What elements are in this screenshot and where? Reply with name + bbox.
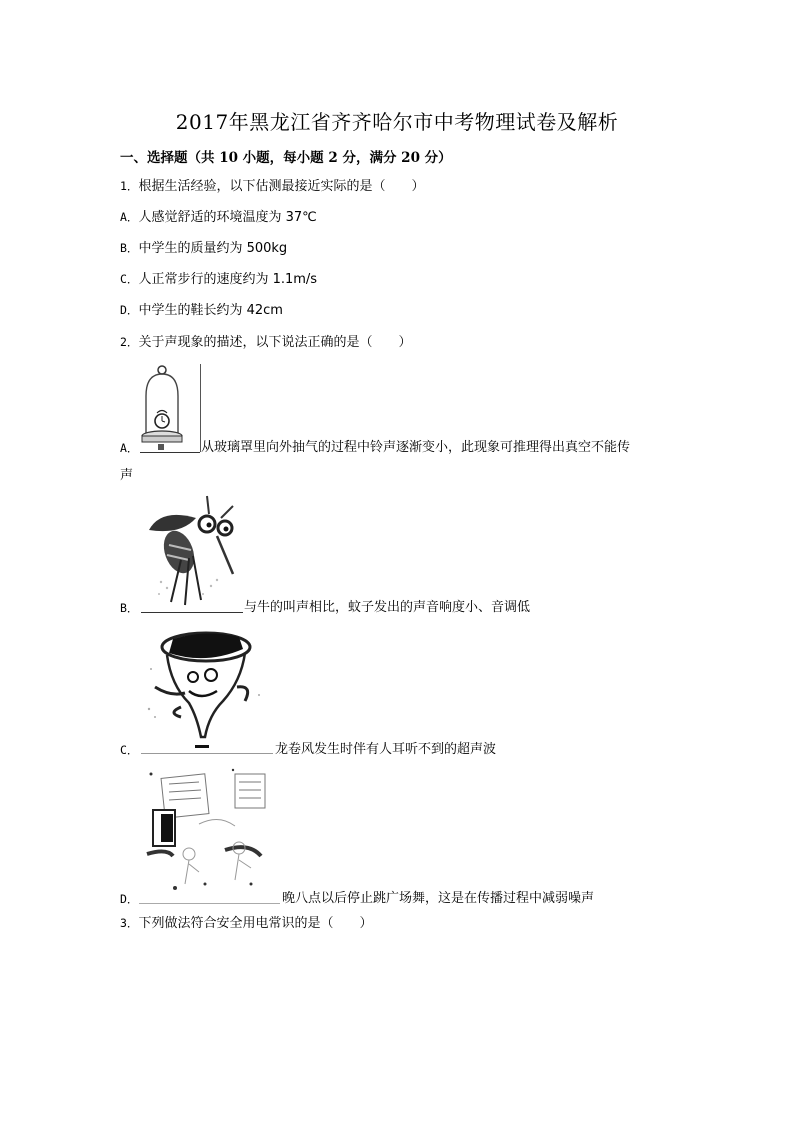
q2-option-c-text: 龙卷风发生时伴有人耳听不到的超声波 xyxy=(275,742,497,757)
image-underline xyxy=(141,753,273,754)
q2-option-b-label: B． xyxy=(120,601,139,615)
mosquito-image xyxy=(141,490,241,610)
question-stem: 根据生活经验，以下估测最接近实际的是（ ） xyxy=(138,179,425,194)
question-1 xyxy=(120,178,424,195)
tornado-image xyxy=(141,625,271,753)
image-border xyxy=(200,364,201,452)
square-dance-image xyxy=(139,764,279,902)
page-title: 2017年黑龙江省齐齐哈尔市中考物理试卷及解析 xyxy=(175,110,619,134)
q2-option-b-text: 与牛的叫声相比，蚊子发出的声音响度小、音调低 xyxy=(244,600,531,615)
q2-option-d-label: D． xyxy=(120,892,139,906)
q2-option-d-text: 晚八点以后停止跳广场舞，这是在传播过程中减弱噪声 xyxy=(282,891,595,906)
q1-option-c: C．人正常步行的速度约为 1.1m/s xyxy=(120,272,318,287)
q1-option-d: D．中学生的鞋长约为 42cm xyxy=(120,303,283,318)
q2-option-a-text-cont: 声 xyxy=(120,468,134,483)
question-number: 1． xyxy=(120,179,139,193)
q1-option-a: A．人感觉舒适的环境温度为 37℃ xyxy=(120,210,317,225)
question-3: 3．下列做法符合安全用电常识的是（ ） xyxy=(120,916,373,931)
image-underline xyxy=(141,612,243,613)
image-underline xyxy=(140,452,200,453)
image-underline xyxy=(139,903,280,904)
bell-jar-alarm-clock-image xyxy=(140,364,200,452)
q2-option-a-label: A． xyxy=(120,441,139,455)
question-2: 2．关于声现象的描述，以下说法正确的是（ ） xyxy=(120,335,412,350)
section-heading: 一、选择题（共 10 小题，每小题 2 分，满分 20 分） xyxy=(120,150,452,166)
q1-option-b: B．中学生的质量约为 500kg xyxy=(120,241,288,256)
q2-option-c-label: C． xyxy=(120,743,139,757)
q2-option-a-text: 从玻璃罩里向外抽气的过程中铃声逐渐变小，此现象可推理得出真空不能传 xyxy=(201,440,631,455)
